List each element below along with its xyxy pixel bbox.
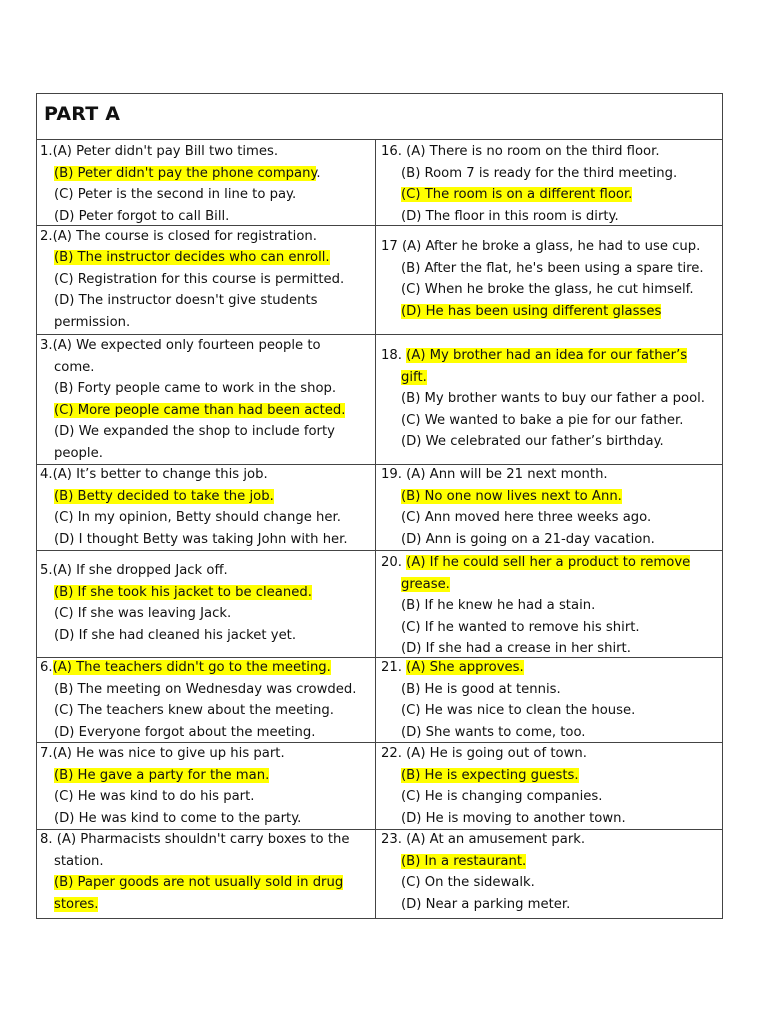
answer-text: 16. (A) There is no room on the third floor. bbox=[381, 144, 660, 159]
answer-line bbox=[40, 829, 370, 851]
answer-text: (B) He is good at tennis. bbox=[401, 681, 561, 697]
answer-text: (C) He is changing companies. bbox=[401, 789, 603, 805]
answer-line bbox=[381, 464, 719, 486]
answer-line bbox=[381, 236, 719, 258]
row-divider bbox=[37, 225, 722, 226]
answer-line bbox=[40, 603, 370, 625]
answer-text: (B) The meeting on Wednesday was crowded. bbox=[54, 681, 357, 697]
answer-text: 3.(A) We expected only fourteen people to bbox=[40, 338, 321, 353]
correct-answer-highlight: (A) The teachers didn't go to the meeting. bbox=[52, 660, 331, 675]
answer-line bbox=[40, 247, 370, 269]
right-question-5 bbox=[381, 552, 719, 660]
right-question-4 bbox=[381, 464, 719, 550]
page-title: PART A bbox=[44, 103, 121, 125]
answer-line bbox=[381, 431, 719, 453]
answer-line bbox=[381, 679, 719, 701]
correct-answer-highlight: (B) Paper goods are not usually sold in drug bbox=[54, 875, 344, 891]
answer-line bbox=[381, 617, 719, 639]
answer-line bbox=[381, 258, 719, 280]
answer-text: come. bbox=[54, 359, 95, 375]
right-question-7 bbox=[381, 743, 719, 829]
answer-text: (B) Room 7 is ready for the third meeting. bbox=[401, 165, 678, 181]
answer-text: (D) We expanded the shop to include forty bbox=[54, 424, 335, 440]
answer-line bbox=[40, 625, 370, 647]
correct-answer-highlight: stores. bbox=[54, 896, 99, 912]
answer-text: (D) He was kind to come to the party. bbox=[54, 810, 302, 826]
answer-text: (C) On the sidewalk. bbox=[401, 875, 535, 891]
answer-line bbox=[40, 443, 370, 465]
correct-answer-highlight: (A) She approves. bbox=[406, 660, 524, 675]
answer-text: (C) Ann moved here three weeks ago. bbox=[401, 510, 652, 526]
answer-text: (D) The instructor doesn't give students bbox=[54, 293, 318, 309]
right-question-8 bbox=[381, 829, 719, 915]
answer-text: permission. bbox=[54, 314, 131, 330]
answer-line bbox=[40, 851, 370, 873]
row-divider bbox=[37, 550, 722, 551]
answer-text: 22. (A) He is going out of town. bbox=[381, 746, 587, 761]
answer-line bbox=[40, 141, 370, 163]
answer-line bbox=[40, 421, 370, 443]
answer-text: (D) The floor in this room is dirty. bbox=[401, 208, 619, 224]
answer-line bbox=[40, 290, 370, 312]
answer-text: (D) We celebrated our father’s birthday. bbox=[401, 434, 664, 450]
right-question-1 bbox=[381, 141, 719, 227]
left-question-3 bbox=[40, 335, 370, 465]
left-question-2 bbox=[40, 226, 370, 334]
right-question-6 bbox=[381, 657, 719, 743]
answer-line bbox=[40, 529, 370, 551]
answer-text: (D) She wants to come, too. bbox=[401, 724, 586, 740]
answer-line bbox=[40, 226, 370, 248]
correct-answer-highlight: (C) The room is on a different floor. bbox=[401, 187, 633, 203]
answer-line bbox=[40, 808, 370, 830]
answer-text: 19. (A) Ann will be 21 next month. bbox=[381, 467, 608, 482]
left-question-4 bbox=[40, 464, 370, 550]
answer-line bbox=[381, 851, 719, 873]
correct-answer-highlight: (D) He has been using different glasses bbox=[401, 304, 662, 320]
punctuation: . bbox=[316, 165, 321, 181]
answer-line bbox=[40, 657, 370, 679]
answer-line bbox=[40, 312, 370, 334]
answer-line bbox=[40, 679, 370, 701]
answer-line bbox=[381, 700, 719, 722]
answer-line bbox=[40, 872, 370, 894]
answer-text: 1.(A) Peter didn't pay Bill two times. bbox=[40, 144, 279, 159]
answer-line bbox=[381, 872, 719, 894]
correct-answer-highlight: (B) He gave a party for the man. bbox=[54, 767, 270, 783]
answer-line bbox=[40, 507, 370, 529]
answer-line bbox=[40, 786, 370, 808]
correct-answer-highlight: (B) He is expecting guests. bbox=[401, 767, 579, 783]
answer-text: (C) We wanted to bake a pie for our father. bbox=[401, 412, 684, 428]
answer-line bbox=[40, 184, 370, 206]
answer-text: (C) In my opinion, Betty should change her. bbox=[54, 510, 341, 526]
answer-text: (C) Registration for this course is permitted. bbox=[54, 271, 345, 287]
answer-line bbox=[40, 378, 370, 400]
answer-line bbox=[381, 722, 719, 744]
answer-table bbox=[36, 93, 723, 919]
answer-line bbox=[40, 269, 370, 291]
answer-line bbox=[381, 808, 719, 830]
answer-line bbox=[381, 743, 719, 765]
answer-text: 21. bbox=[381, 660, 407, 675]
answer-line bbox=[381, 786, 719, 808]
answer-line bbox=[40, 400, 370, 422]
correct-answer-highlight: (B) If she took his jacket to be cleaned. bbox=[54, 584, 312, 600]
answer-line bbox=[381, 279, 719, 301]
row-divider bbox=[37, 742, 722, 743]
answer-text: (B) Forty people came to work in the shop. bbox=[54, 381, 337, 397]
column-divider bbox=[375, 139, 376, 918]
answer-line bbox=[381, 301, 719, 323]
answer-text: (D) Everyone forgot about the meeting. bbox=[54, 724, 316, 740]
answer-text: (D) If she had cleaned his jacket yet. bbox=[54, 628, 297, 644]
left-question-8 bbox=[40, 829, 370, 915]
correct-answer-highlight: (B) Betty decided to take the job. bbox=[54, 488, 274, 504]
right-question-3 bbox=[381, 345, 719, 453]
answer-text: 6. bbox=[40, 660, 53, 675]
correct-answer-highlight: grease. bbox=[401, 576, 450, 592]
answer-text: people. bbox=[54, 445, 103, 461]
answer-text: (D) Ann is going on a 21-day vacation. bbox=[401, 531, 655, 547]
left-question-7 bbox=[40, 743, 370, 829]
answer-text: (C) If he wanted to remove his shirt. bbox=[401, 619, 640, 635]
answer-line bbox=[381, 345, 719, 367]
answer-line bbox=[40, 743, 370, 765]
answer-text: 5.(A) If she dropped Jack off. bbox=[40, 563, 228, 579]
correct-answer-highlight: (C) More people came than had been acted. bbox=[54, 402, 346, 418]
answer-line bbox=[381, 765, 719, 787]
answer-line bbox=[381, 410, 719, 432]
answer-text: 17 (A) After he broke a glass, he had to use cup. bbox=[381, 239, 701, 255]
answer-line bbox=[381, 894, 719, 916]
answer-line bbox=[40, 163, 370, 185]
correct-answer-highlight: (A) My brother had an idea for our father’s bbox=[406, 348, 688, 363]
answer-line bbox=[381, 552, 719, 574]
answer-line bbox=[381, 507, 719, 529]
answer-line bbox=[381, 595, 719, 617]
correct-answer-highlight: (B) In a restaurant. bbox=[401, 853, 527, 869]
table-header bbox=[37, 94, 722, 140]
answer-text: (C) If she was leaving Jack. bbox=[54, 606, 232, 622]
correct-answer-highlight: (B) Peter didn't pay the phone company bbox=[54, 165, 317, 181]
answer-line bbox=[40, 486, 370, 508]
answer-text: 7.(A) He was nice to give up his part. bbox=[40, 746, 285, 761]
answer-text: (B) After the flat, he's been using a spare tire. bbox=[401, 260, 704, 276]
answer-text: (D) If she had a crease in her shirt. bbox=[401, 641, 631, 657]
answer-text: (C) When he broke the glass, he cut himself. bbox=[401, 282, 694, 298]
answer-line bbox=[381, 829, 719, 851]
left-question-5 bbox=[40, 560, 370, 646]
answer-line bbox=[40, 700, 370, 722]
answer-line bbox=[381, 367, 719, 389]
answer-line bbox=[40, 722, 370, 744]
left-question-1 bbox=[40, 141, 370, 227]
answer-text: (B) If he knew he had a stain. bbox=[401, 598, 596, 614]
answer-text: 4.(A) It’s better to change this job. bbox=[40, 467, 268, 482]
left-question-6 bbox=[40, 657, 370, 743]
answer-line bbox=[40, 560, 370, 582]
answer-text: (D) I thought Betty was taking John with her. bbox=[54, 531, 348, 547]
answer-text: (C) Peter is the second in line to pay. bbox=[54, 187, 297, 203]
answer-text: (D) He is moving to another town. bbox=[401, 810, 626, 826]
answer-line bbox=[40, 335, 370, 357]
answer-line bbox=[381, 388, 719, 410]
row-divider bbox=[37, 829, 722, 830]
row-divider bbox=[37, 657, 722, 658]
answer-line bbox=[381, 574, 719, 596]
correct-answer-highlight: gift. bbox=[401, 369, 427, 385]
correct-answer-highlight: (A) If he could sell her a product to remove bbox=[406, 555, 691, 570]
answer-text: 23. (A) At an amusement park. bbox=[381, 832, 586, 847]
row-divider bbox=[37, 464, 722, 465]
right-question-2 bbox=[381, 236, 719, 322]
answer-line bbox=[40, 894, 370, 916]
answer-line bbox=[40, 357, 370, 379]
answer-text: station. bbox=[54, 853, 104, 869]
answer-text: 18. bbox=[381, 348, 407, 363]
answer-text: 8. (A) Pharmacists shouldn't carry boxes to the bbox=[40, 832, 350, 847]
answer-text: 2.(A) The course is closed for registration. bbox=[40, 228, 317, 244]
correct-answer-highlight: (B) No one now lives next to Ann. bbox=[401, 488, 622, 504]
answer-text: (B) My brother wants to buy our father a pool. bbox=[401, 391, 706, 407]
answer-line bbox=[381, 529, 719, 551]
answer-line bbox=[40, 582, 370, 604]
answer-line bbox=[381, 486, 719, 508]
answer-line bbox=[381, 184, 719, 206]
answer-line bbox=[381, 163, 719, 185]
answer-text: (C) He was nice to clean the house. bbox=[401, 703, 636, 719]
correct-answer-highlight: (B) The instructor decides who can enroll. bbox=[54, 250, 330, 266]
answer-line bbox=[381, 141, 719, 163]
answer-line bbox=[381, 657, 719, 679]
answer-text: (D) Peter forgot to call Bill. bbox=[54, 208, 230, 224]
answer-text: (C) He was kind to do his part. bbox=[54, 789, 255, 805]
row-divider bbox=[37, 334, 722, 335]
answer-line bbox=[40, 464, 370, 486]
answer-text: 20. bbox=[381, 555, 407, 570]
answer-line bbox=[40, 765, 370, 787]
answer-text: (C) The teachers knew about the meeting. bbox=[54, 703, 334, 719]
answer-text: (D) Near a parking meter. bbox=[401, 896, 571, 912]
